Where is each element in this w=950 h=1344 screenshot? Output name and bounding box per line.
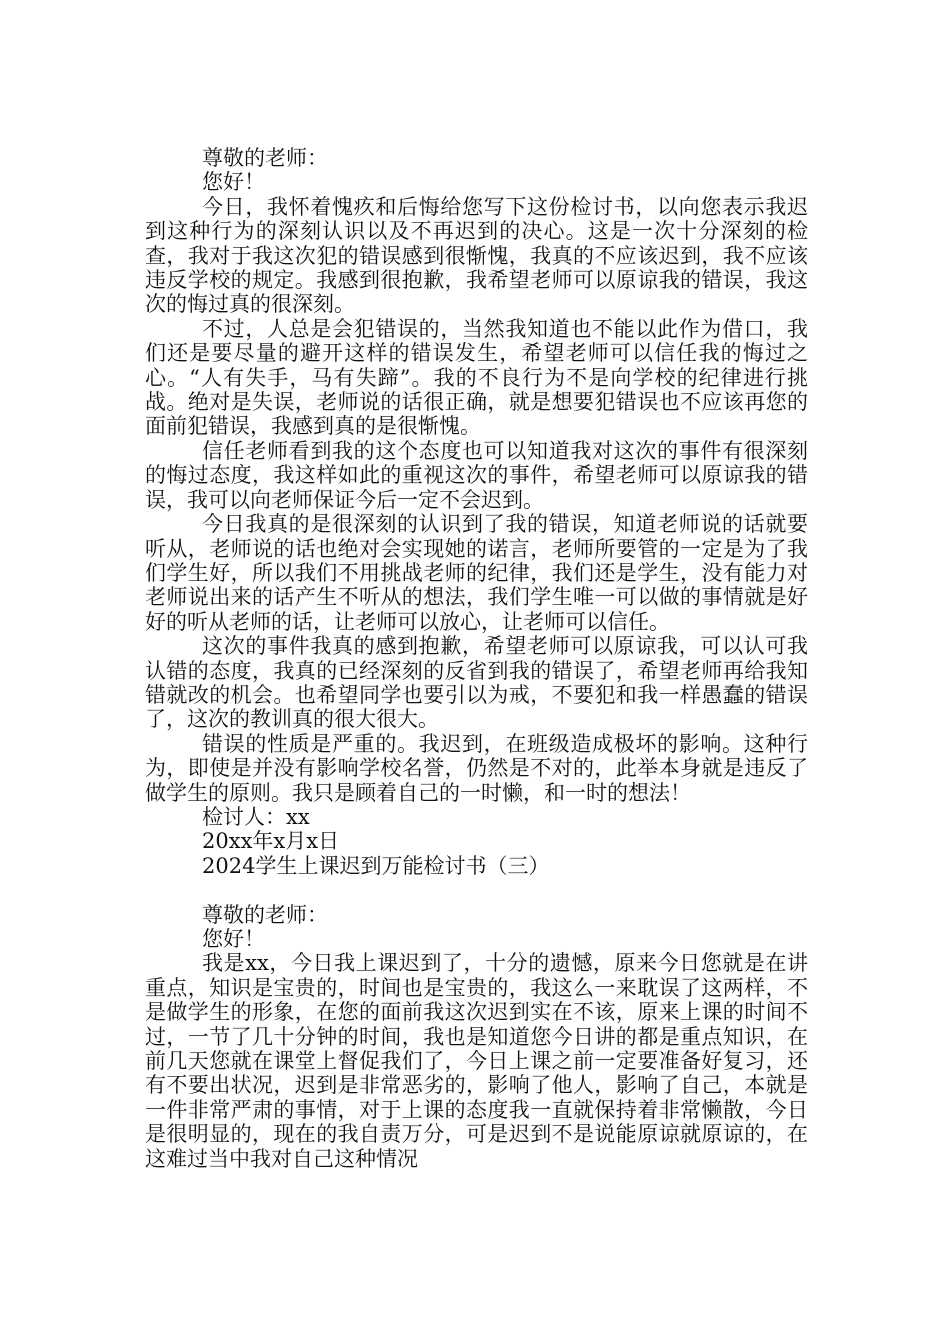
body-paragraph: 这次的事件我真的感到抱歉，希望老师可以原谅我，可以认可我认错的态度，我真的已经深刻的反省到我的错误了，希望老师再给我知错就改的机会。也希望同学也要引以为戒，不要犯和我一样愚蠢的错误了，这次的教训真的很大很大。 <box>145 634 808 732</box>
body-paragraph: 今日，我怀着愧疚和后悔给您写下这份检讨书，以向您表示我迟到这种行为的深刻认识以及不再迟到的决心。这是一次十分深刻的检查，我对于我这次犯的错误感到很惭愧，我真的不应该迟到，我不应该违反学校的规定。我感到很抱歉，我希望老师可以原谅我的错误，我这次的悔过真的很深刻。 <box>145 194 808 317</box>
greeting: 您好！ <box>202 170 265 195</box>
body-paragraph: 不过，人总是会犯错误的，当然我知道也不能以此作为借口，我们还是要尽量的避开这样的错误发生，希望老师可以信任我的悔过之心。“人有失手，马有失蹄”。我的不良行为不是向学校的纪律进行挑战。绝对是失误，老师说的话很正确，就是想要犯错误也不应该再您的面前犯错误，我感到真的是很惭愧。 <box>145 316 808 439</box>
blank-line <box>145 878 808 902</box>
body-paragraph: 我是xx，今日我上课迟到了，十分的遗憾，原来今日您就是在讲重点，知识是宝贵的，时间也是宝贵的，我这么一来耽误了这两样，不是做学生的形象，在您的面前我这次迟到实在不该，原来上课的时间不过，一节了几十分钟的时间，我也是知道您今日讲的都是重点知识，在前几天您就在课堂上督促我们了，今日上课之前一定要准备好复习，还有不要出状况，迟到是非常恶劣的，影响了他人，影响了自己，本就是一件非常严肃的事情，对于上课的态度我一直就保持着非常懒散，今日是很明显的，现在的我自责万分，可是迟到不是说能原谅就原谅的，在这难过当中我对自己这种情况 <box>145 951 808 1171</box>
body-paragraph: 信任老师看到我的这个态度也可以知道我对这次的事件有很深刻的悔过态度，我这样如此的重视这次的事件，希望老师可以原谅我的错误，我可以向老师保证今后一定不会迟到。 <box>145 438 808 512</box>
date: 20xx年x月x日 <box>202 829 340 854</box>
salutation: 尊敬的老师： <box>202 902 328 927</box>
body-paragraph: 今日我真的是很深刻的认识到了我的错误，知道老师说的话就要听从，老师说的话也绝对会实现她的诺言，老师所要管的一定是为了我们学生好，所以我们不用挑战老师的纪律，我们还是学生，没有能力对老师说出来的话产生不听从的想法，我们学生唯一可以做的事情就是好好的听从老师的话，让老师可以放心，让老师可以信任。 <box>145 512 808 634</box>
section-title: 2024学生上课迟到万能检讨书（三） <box>202 853 550 878</box>
document-body <box>145 146 808 1171</box>
signer: 检讨人：xx <box>202 804 310 829</box>
greeting: 您好！ <box>202 926 265 951</box>
salutation: 尊敬的老师： <box>202 146 328 170</box>
body-paragraph: 错误的性质是严重的。我迟到，在班级造成极坏的影响。这种行为，即使是并没有影响学校名誉，仍然是不对的，此举本身就是违反了做学生的原则。我只是顾着自己的一时懒，和一时的想法！ <box>145 731 808 805</box>
